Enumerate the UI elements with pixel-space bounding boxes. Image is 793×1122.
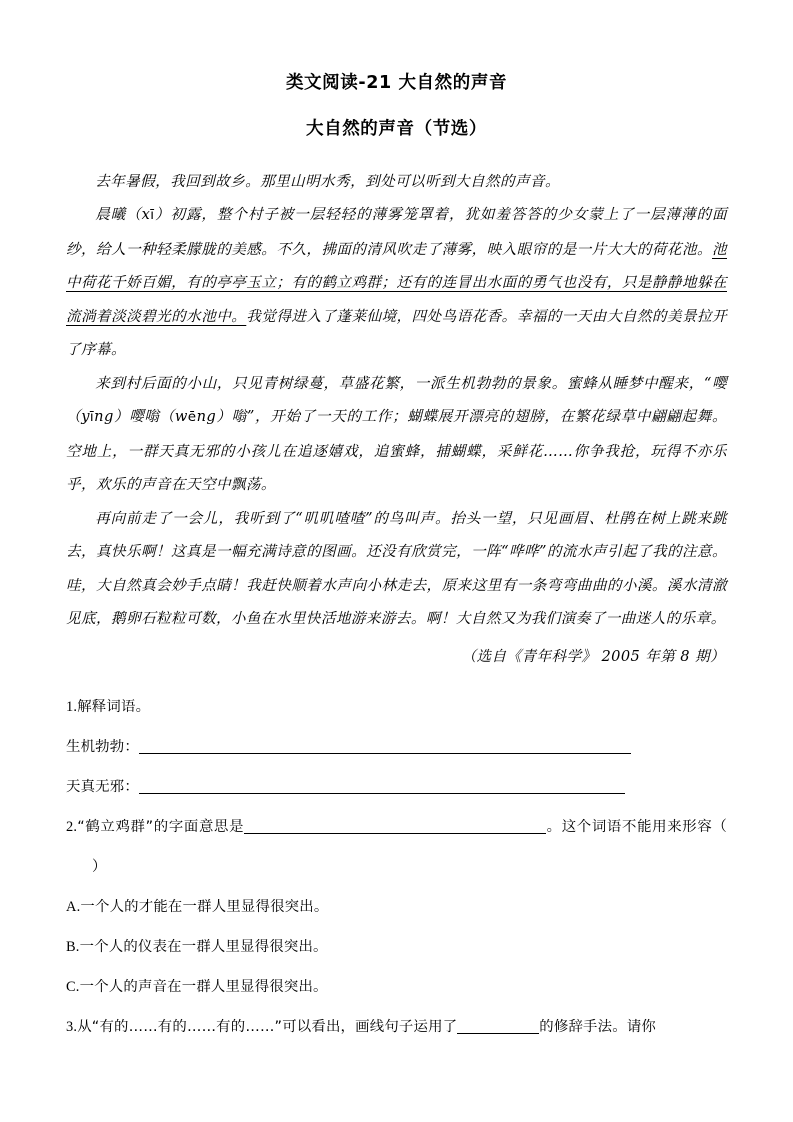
article-text: 我觉得进入了蓬莱仙境，四处鸟语花香。幸福的一天由大自然的美景拉开了序幕。	[66, 307, 727, 358]
question-2-prompt	[66, 807, 727, 887]
article-text: ng）嘤嗡（w	[94, 408, 188, 425]
question-1-text: 解释词语。	[77, 699, 151, 715]
question-3-number: 3.	[66, 1019, 78, 1035]
page-title: 类文阅读-21 大自然的声音	[285, 73, 508, 93]
questions-section	[66, 687, 727, 1047]
question-1-number: 1.	[66, 699, 78, 715]
pinyin-mark: ī	[150, 207, 155, 223]
term-label-tianzhenwuxie: 天真无邪：	[66, 779, 139, 795]
article-text: 去年暑假，我回到故乡。那里山明水秀，到处可以听到大自然的声音。	[95, 172, 560, 190]
question-2-text-end: ）	[92, 859, 107, 875]
question-2-text-before: “鹤立鸡群”的字面意思是	[77, 819, 245, 835]
article-paragraph	[66, 502, 727, 636]
article-paragraph	[66, 198, 727, 367]
option-text-c: 一个人的声音在一群人里显得很突出。	[79, 979, 328, 995]
question-2-option-b[interactable]	[66, 927, 727, 967]
question-1-item-1	[66, 727, 727, 767]
option-text-a: 一个人的才能在一群人里显得很突出。	[80, 899, 329, 915]
answer-blank-tianzhenwuxie[interactable]	[139, 778, 625, 794]
answer-blank-heliji qun[interactable]	[244, 818, 546, 834]
term-label-shengjibobo: 生机勃勃：	[66, 739, 139, 755]
underlined-sentence: 池中荷花千娇百媚，有的亭亭玉立；有的鹤立鸡群；还有的连冒出水面的勇气也没有，只是静静地躲在流淌着淡淡碧光的水池中。	[66, 240, 727, 325]
article-body	[66, 165, 727, 636]
answer-blank-shengjibobo[interactable]	[139, 738, 631, 754]
pinyin-mark: ī	[89, 409, 95, 425]
article-paragraph	[66, 367, 727, 502]
option-letter-c: C.	[66, 979, 80, 995]
article-text: 来到村后面的小山，只见青树绿蔓，草盛花繁，一派生机勃勃的景象。蜜蜂从睡梦中醒来，“嘤（y	[66, 374, 727, 425]
article-source: （选自《青年科学》 2005 年第 8 期）	[461, 647, 725, 665]
option-letter-a: A.	[66, 899, 81, 915]
question-1-item-2	[66, 767, 727, 807]
question-2-text-after: 。这个词语不能用来形容（	[546, 819, 728, 835]
answer-blank-xiucishoufa[interactable]	[457, 1018, 539, 1034]
pinyin-mark: ē	[187, 409, 197, 425]
article-text: 再向前走了一会儿，我听到了“叽叽喳喳”的鸟叫声。抬头一望，只见画眉、杜鹃在树上跳来跳去，真快乐啊！这真是一幅充满诗意的图画。还没有欣赏完，一阵“哗哗”的流水声引起了我的注意。哇，大自然真会妙手点睛！我赶快顺着水声向小林走去，原来这里有一条弯弯曲曲的小溪。溪水清澈见底，鹅卵石粒粒可数，小鱼在水里快活地游来游去。啊！大自然又为我们演奏了一曲迷人的乐章。	[66, 509, 727, 627]
option-letter-b: B.	[66, 939, 80, 955]
article-subtitle: 大自然的声音（节选）	[306, 119, 487, 140]
question-2-number: 2.	[66, 819, 78, 835]
question-3-text-after: 的修辞手法。请你	[539, 1019, 657, 1035]
question-1-prompt	[66, 687, 727, 727]
question-2-option-a[interactable]	[66, 887, 727, 927]
article-text: ）初露，整个村子被一层轻轻的薄雾笼罩着，犹如羞答答的少女蒙上了一层薄薄的面纱，给人一种轻柔朦胧的美感。不久，拂面的清风吹走了薄雾，映入眼帘的是一片大大的荷花池。	[66, 206, 727, 258]
article-text: ng）嗡”，开始了一天的工作；蝴蝶展开漂亮的翅膀，在繁花绿草中翩翩起舞。空地上，一群天真无邪的小孩儿在追逐嬉戏，追蜜蜂，捕蝴蝶，采鲜花……你争我抢，玩得不亦乐乎，欢乐的声音在天空中飘荡。	[66, 408, 727, 493]
option-text-b: 一个人的仪表在一群人里显得很突出。	[79, 939, 328, 955]
question-2-option-c[interactable]	[66, 967, 727, 1007]
article-text: 晨曦（x	[95, 206, 151, 223]
article-paragraph	[66, 165, 727, 199]
question-3-text-before: 从“有的……有的……有的……”可以看出，画线句子运用了	[77, 1019, 458, 1035]
question-3-prompt	[66, 1007, 727, 1047]
